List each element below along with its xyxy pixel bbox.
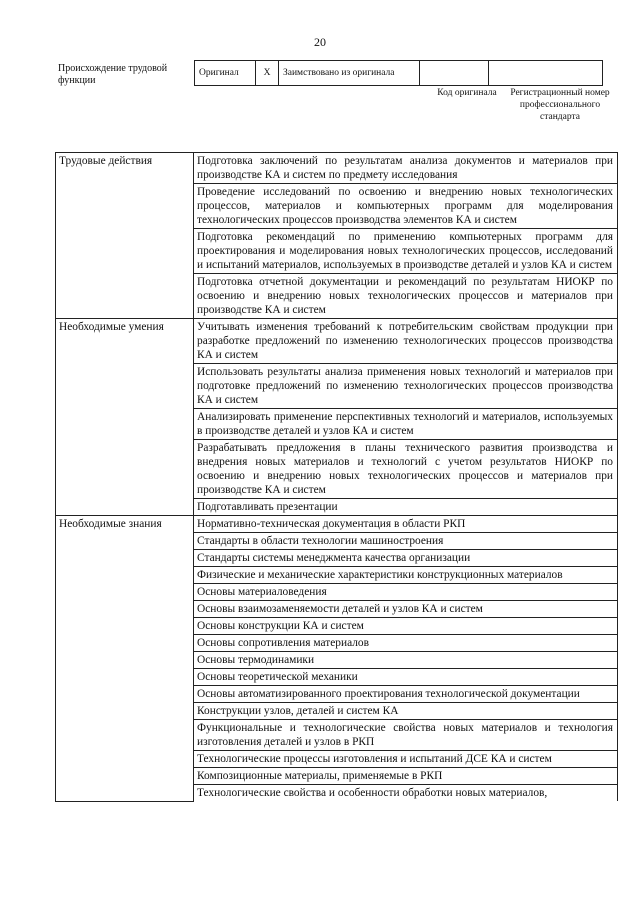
section-title: Необходимые знания — [56, 516, 194, 802]
page-number: 20 — [314, 35, 326, 49]
original-mark: X — [256, 61, 279, 86]
origin-label: Происхождение трудовой функции — [58, 63, 168, 86]
item-text: Стандарты в области технологии машиностроения — [194, 533, 618, 550]
item-text: Подготовка рекомендаций по применению компьютерных программ для проектирования и моделирования новых технологических процессов, исследований и испытаний материалов, используемых в производстве деталей и узлов КА и систем — [194, 229, 618, 274]
item-text: Технологические свойства и особенности обработки новых материалов, — [194, 785, 618, 802]
item-text: Основы материаловедения — [194, 584, 618, 601]
item-text: Использовать результаты анализа применения новых технологий и материалов при подготовке предложений по изменению технологических процессов производства КА и систем — [194, 364, 618, 409]
item-text: Основы сопротивления материалов — [194, 635, 618, 652]
borrowed-cell: Заимствовано из оригинала — [279, 61, 420, 86]
item-text: Подготавливать презентации — [194, 499, 618, 516]
item-text: Технологические процессы изготовления и испытаний ДСЕ КА и систем — [194, 751, 618, 768]
reg-number-cell — [489, 61, 603, 86]
item-text: Основы термодинамики — [194, 652, 618, 669]
section-title: Трудовые действия — [56, 153, 194, 319]
code-caption: Код оригинала — [437, 88, 497, 98]
item-text: Проведение исследований по освоению и внедрению новых технологических процессов, материалов и компьютерных программ для моделирования технологических процессов производства элементов КА и систем — [194, 184, 618, 229]
reg-caption: Регистрационный номер профессионального стандарта — [510, 88, 610, 122]
table-row — [56, 319, 618, 364]
original-cell: Оригинал — [195, 61, 256, 86]
item-text: Физические и механические характеристики конструкционных материалов — [194, 567, 618, 584]
item-text: Функциональные и технологические свойства новых материалов и технология изготовления деталей и узлов в РКП — [194, 720, 618, 751]
item-text: Разрабатывать предложения в планы технического развития производства и внедрения новых материалов и технологий с учетом результатов НИОКР по освоению и внедрению новых технологических процессов и материалов при производстве КА и систем — [194, 440, 618, 499]
item-text: Нормативно-техническая документация в области РКП — [194, 516, 618, 533]
item-text: Подготовка заключений по результатам анализа документов и материалов при производстве КА и систем по предмету исследования — [194, 153, 618, 184]
item-text: Основы взаимозаменяемости деталей и узлов КА и систем — [194, 601, 618, 618]
item-text: Основы конструкции КА и систем — [194, 618, 618, 635]
item-text: Стандарты системы менеджмента качества организации — [194, 550, 618, 567]
item-text: Анализировать применение перспективных технологий и материалов, используемых в производстве деталей и узлов КА и систем — [194, 409, 618, 440]
item-text: Подготовка отчетной документации и рекомендаций по результатам НИОКР по освоению и внедрению новых технологических процессов и материалов при производстве КА и систем — [194, 274, 618, 319]
origin-table — [194, 60, 603, 86]
table-row — [56, 516, 618, 533]
item-text: Композиционные материалы, применяемые в РКП — [194, 768, 618, 785]
function-table — [55, 152, 618, 802]
item-text: Основы теоретической механики — [194, 669, 618, 686]
code-cell — [420, 61, 489, 86]
item-text: Учитывать изменения требований к потребительским свойствам продукции при разработке предложений по изменению технологических процессов производства КА и систем — [194, 319, 618, 364]
item-text: Основы автоматизированного проектирования технологической документации — [194, 686, 618, 703]
item-text: Конструкции узлов, деталей и систем КА — [194, 703, 618, 720]
section-title: Необходимые умения — [56, 319, 194, 516]
table-row — [56, 153, 618, 184]
